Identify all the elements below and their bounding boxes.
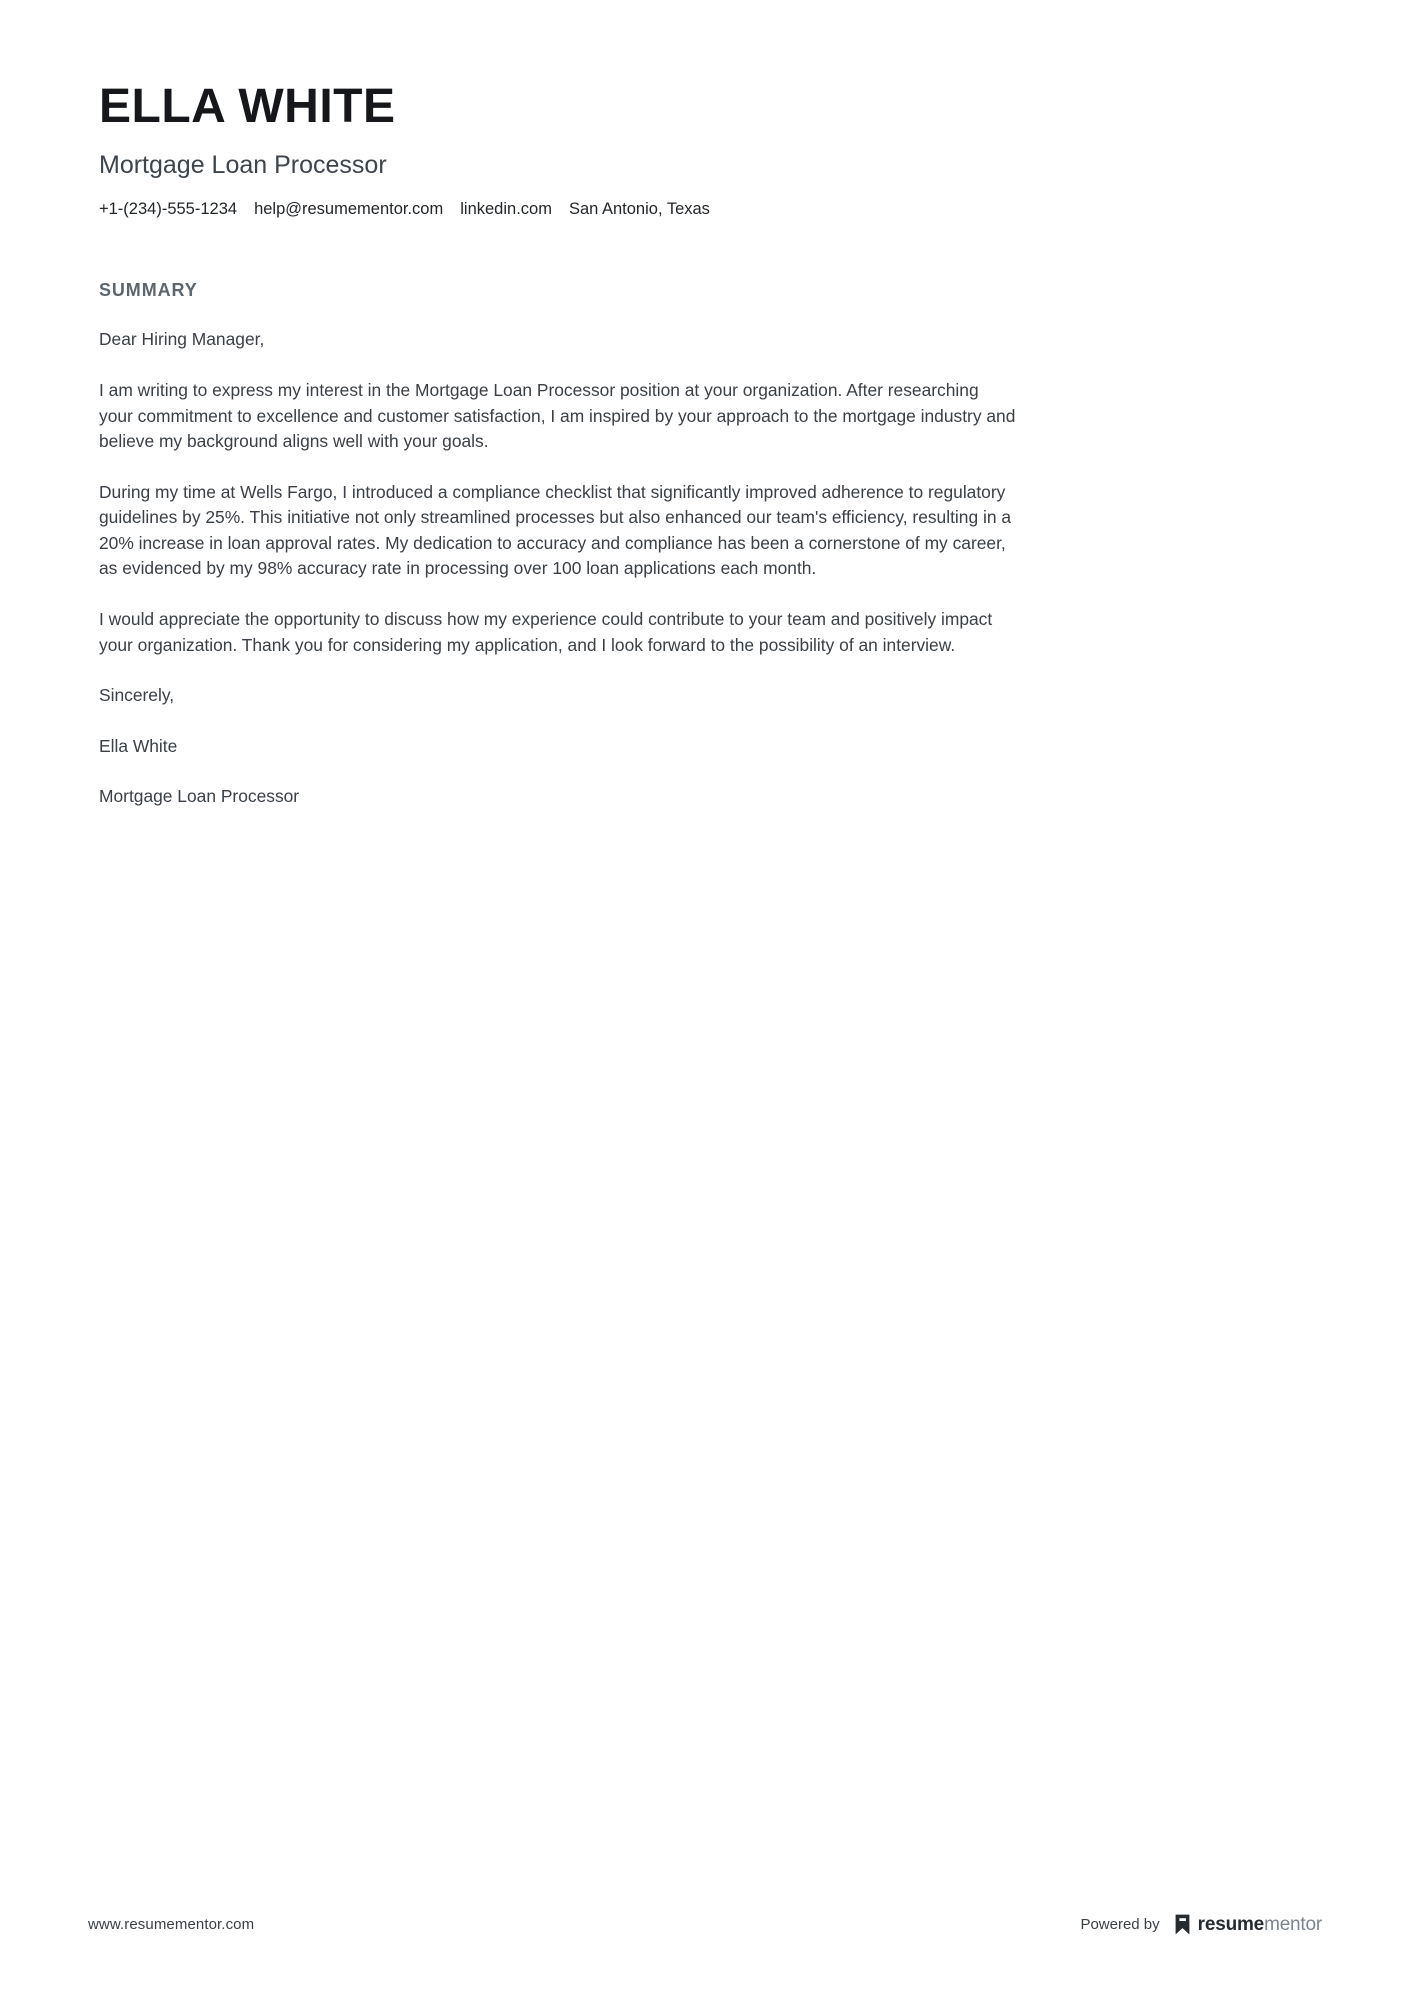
- letter-paragraph-closing: I would appreciate the opportunity to discuss how my experience could contribute to your team and positively impact your organization. Thank you for considering my application, and I look forward to the possibility of an interview.: [99, 608, 993, 655]
- bookmark-icon: [1174, 1914, 1191, 1935]
- footer-website-link[interactable]: www.resumementor.com: [88, 1916, 255, 1933]
- letter-signoff: Sincerely,: [99, 685, 175, 706]
- letter-body: [99, 327, 1016, 810]
- resumementor-logo[interactable]: [1174, 1914, 1322, 1935]
- brand-wordmark-light: mentor: [1264, 1914, 1322, 1935]
- letter-signature-title: Mortgage Loan Processor: [99, 786, 300, 807]
- letter-paragraph-intro: I am writing to express my interest in the Mortgage Loan Processor position at your organization. After researching your commitment to excellence and customer satisfaction, I am inspired by your approach to the mortgage industry and believe my background aligns well with your goals.: [99, 379, 1016, 452]
- contact-email[interactable]: help@resumementor.com: [254, 200, 444, 219]
- brand-wordmark-strong: resume: [1197, 1914, 1265, 1935]
- letter-header: [99, 0, 1314, 221]
- candidate-job-title: Mortgage Loan Processor: [99, 150, 387, 179]
- contact-linkedin[interactable]: linkedin.com: [460, 200, 552, 219]
- contact-row: [99, 198, 1314, 221]
- contact-location: San Antonio, Texas: [568, 200, 710, 219]
- candidate-name: ELLA WHITE: [99, 80, 396, 133]
- contact-phone: +1-(234)-555-1234: [99, 200, 238, 219]
- powered-by-label: Powered by: [1080, 1916, 1160, 1933]
- document-content: [99, 0, 1314, 810]
- letter-paragraph-experience: During my time at Wells Fargo, I introduced a compliance checklist that significantly improved adherence to regulatory guidelines by 25%. This initiative not only streamlined processes but also enhanced our team's efficiency, resulting in a 20% increase in loan approval rates. My dedication to accuracy and compliance has been a cornerstone of my career, as evidenced by my 98% accuracy rate in processing over 100 loan applications each month.: [99, 481, 1012, 579]
- footer-branding: [1080, 1914, 1322, 1935]
- summary-section-heading: SUMMARY: [99, 280, 198, 301]
- summary-section: [99, 280, 1314, 810]
- brand-wordmark: [1198, 1915, 1322, 1934]
- letter-salutation: Dear Hiring Manager,: [99, 329, 265, 350]
- letter-signature-name: Ella White: [99, 735, 178, 756]
- page-footer: [88, 1914, 1322, 1935]
